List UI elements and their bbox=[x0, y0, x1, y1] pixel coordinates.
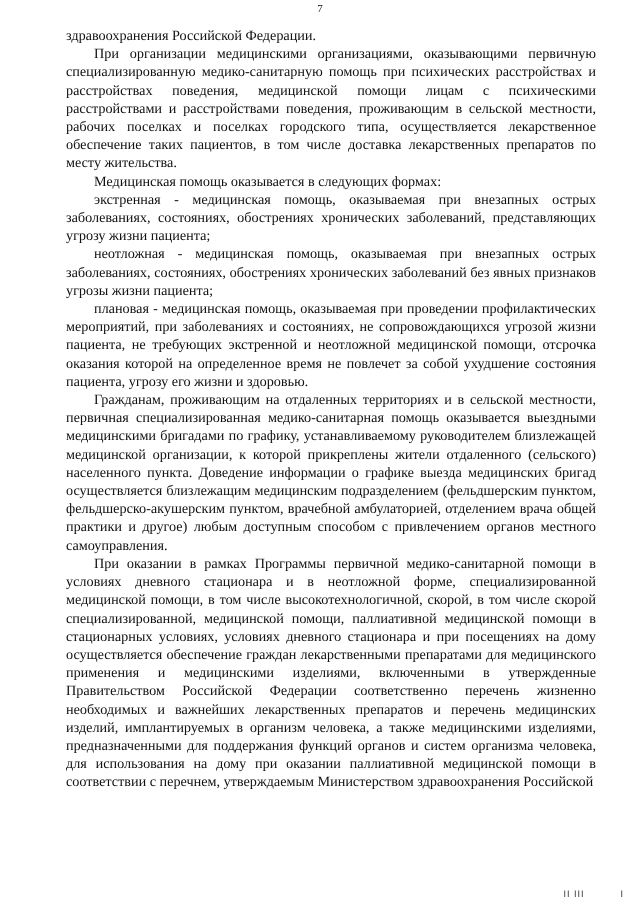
paragraph: При оказании в рамках Программы первичной медико-санитарной помощи в условиях дневного стационара и в неотложной форме, специализированной медицинской помощи, в том числе высокотехнологичной, скорой, в том числе скорой специализированной, медицинской помощи, паллиативной медицинской помощи в стационарных условиях, условиях дневного стационара и при посещениях на дому осуществляется обеспечение граждан лекарственными препаратами для медицинского применения и медицинскими изделиями, включенными в утвержденные Правительством Российской Федерации соответственно перечень жизненно необходимых и важнейших лекарственных препаратов и перечень медицинских изделий, имплантируемых в организм человека, а также медицинскими изделиями, предназначенными для поддержания функций органов и систем организма человека, для использования на дому при оказании паллиативной медицинской помощи в соответствии с перечнем, утверждаемым Министерством здравоохранения Российской bbox=[66, 555, 596, 791]
paragraph: Гражданам, проживающим на отдаленных территориях и в сельской местности, первичная специализированная медико-санитарная помощь оказывается выездными медицинскими бригадами по графику, устанавливаемому руководителем близлежащей медицинской организации, к которой прикреплены жители отдаленного (сельского) населенного пункта. Доведение информации о графике выезда медицинских бригад осуществляется близлежащим медицинским подразделением (фельдшерским пунктом, фельдшерско-акушерским пунктом, врачебной амбулаторией, отделением врача общей практики и другое) любым доступным способом с привлечением органов местного самоуправления. bbox=[66, 392, 596, 554]
paragraph: экстренная - медицинская помощь, оказываемая при внезапных острых заболеваниях, состояниях, обострениях хронических заболеваний, представляющих угрозу жизни пациента; bbox=[66, 191, 596, 245]
footer-mark-right: I bbox=[620, 889, 624, 899]
footer-mark-left: II III bbox=[563, 889, 585, 899]
paragraph: плановая - медицинская помощь, оказываемая при проведении профилактических мероприятий, при заболеваниях и состояниях, не сопровождающихся угрозой жизни пациента, не требующих экстренной и неотложной медицинской помощи, отсрочка оказания которой на определенное время не повлечет за собой ухудшение состояния пациента, угрозу его жизни и здоровью. bbox=[66, 301, 596, 390]
scan-footer-marks bbox=[563, 889, 624, 899]
page-number: 7 bbox=[317, 3, 323, 15]
body-text bbox=[66, 27, 596, 792]
paragraph: неотложная - медицинская помощь, оказываемая при внезапных острых заболеваниях, состояниях, обострениях хронических заболеваний без явных признаков угрозы жизни пациента; bbox=[66, 246, 596, 299]
paragraph: При организации медицинскими организациями, оказывающими первичную специализированную медико-санитарную помощь при психических расстройствах и расстройствах поведения, медицинской помощи лицам с психическими расстройствами и расстройствами поведения, проживающим в сельской местности, рабочих поселках и поселках городского типа, осуществляется лекарственное обеспечение таких пациентов, в том числе доставка лекарственных препаратов по месту жительства. bbox=[66, 46, 596, 172]
paragraph: здравоохранения Российской Федерации. bbox=[66, 28, 317, 44]
paragraph: Медицинская помощь оказывается в следующих формах: bbox=[94, 173, 442, 190]
